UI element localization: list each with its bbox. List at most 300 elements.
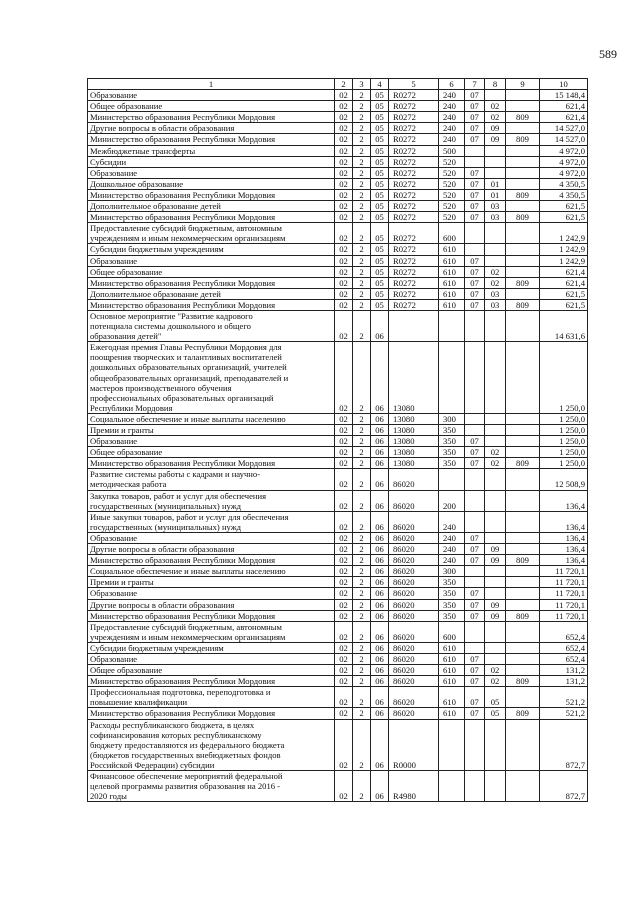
table-row	[88, 599, 588, 610]
row-name-cell: Образование	[88, 532, 335, 543]
code-subprogram-cell: 2	[353, 621, 371, 642]
target-article-cell: 86020	[389, 642, 439, 653]
ministry-code-cell	[506, 599, 540, 610]
target-article-cell: 86020	[389, 610, 439, 621]
target-article-cell: R0272	[389, 201, 439, 212]
code-subprogram-cell: 2	[353, 178, 371, 189]
row-name-cell: Министерство образования Республики Мордовия	[88, 112, 335, 123]
code-subprogram-cell: 2	[353, 123, 371, 134]
code-subprogram-cell: 2	[353, 288, 371, 299]
table-row	[88, 310, 588, 341]
expense-type-cell: 350	[439, 599, 465, 610]
code-program-cell: 02	[335, 223, 353, 244]
table-row	[88, 413, 588, 424]
subsection-cell: 09	[485, 599, 506, 610]
target-article-cell: R0272	[389, 255, 439, 266]
column-header: 3	[353, 79, 371, 90]
amount-cell: 4 350,5	[540, 189, 588, 200]
code-event-cell: 06	[371, 447, 389, 458]
amount-cell: 652,4	[540, 642, 588, 653]
code-subprogram-cell: 2	[353, 145, 371, 156]
ministry-code-cell: 809	[506, 458, 540, 469]
code-event-cell: 06	[371, 771, 389, 802]
code-program-cell: 02	[335, 244, 353, 255]
row-name-cell: Министерство образования Республики Мордовия	[88, 555, 335, 566]
code-program-cell: 02	[335, 156, 353, 167]
subsection-cell: 03	[485, 299, 506, 310]
subsection-cell	[485, 310, 506, 341]
code-subprogram-cell: 2	[353, 577, 371, 588]
column-header: 2	[335, 79, 353, 90]
amount-cell: 4 350,5	[540, 178, 588, 189]
code-program-cell: 02	[335, 687, 353, 708]
amount-cell: 1 250,0	[540, 342, 588, 414]
table-row	[88, 447, 588, 458]
subsection-cell	[485, 511, 506, 532]
ministry-code-cell	[506, 425, 540, 436]
table-row	[88, 577, 588, 588]
subsection-cell	[485, 436, 506, 447]
code-event-cell: 05	[371, 134, 389, 145]
amount-cell: 652,4	[540, 621, 588, 642]
subsection-cell	[485, 223, 506, 244]
table-row	[88, 244, 588, 255]
code-program-cell: 02	[335, 458, 353, 469]
row-name-cell: Дополнительное образование детей	[88, 201, 335, 212]
subsection-cell: 05	[485, 687, 506, 708]
table-row	[88, 425, 588, 436]
section-cell: 07	[465, 687, 485, 708]
code-program-cell: 02	[335, 610, 353, 621]
code-event-cell: 06	[371, 555, 389, 566]
code-subprogram-cell: 2	[353, 112, 371, 123]
code-program-cell: 02	[335, 134, 353, 145]
subsection-cell: 09	[485, 555, 506, 566]
code-event-cell: 05	[371, 288, 389, 299]
code-program-cell: 02	[335, 189, 353, 200]
code-subprogram-cell: 2	[353, 342, 371, 414]
code-program-cell: 02	[335, 310, 353, 341]
subsection-cell: 02	[485, 447, 506, 458]
code-program-cell: 02	[335, 266, 353, 277]
target-article-cell: 86020	[389, 511, 439, 532]
target-article-cell: 86020	[389, 676, 439, 687]
section-cell	[465, 310, 485, 341]
expense-type-cell: 300	[439, 413, 465, 424]
column-header: 1	[88, 79, 335, 90]
row-name-cell: Социальное обеспечение и иные выплаты населению	[88, 566, 335, 577]
code-subprogram-cell: 2	[353, 90, 371, 101]
target-article-cell: 86020	[389, 544, 439, 555]
target-article-cell: 86020	[389, 599, 439, 610]
target-article-cell: R0272	[389, 145, 439, 156]
ministry-code-cell	[506, 447, 540, 458]
target-article-cell: 13080	[389, 342, 439, 414]
subsection-cell: 01	[485, 189, 506, 200]
row-name-cell: Министерство образования Республики Мордовия	[88, 189, 335, 200]
expense-type-cell: 610	[439, 255, 465, 266]
section-cell: 07	[465, 90, 485, 101]
ministry-code-cell: 809	[506, 277, 540, 288]
section-cell	[465, 621, 485, 642]
section-cell	[465, 469, 485, 490]
code-subprogram-cell: 2	[353, 266, 371, 277]
table-row	[88, 112, 588, 123]
ministry-code-cell	[506, 511, 540, 532]
code-subprogram-cell: 2	[353, 223, 371, 244]
subsection-cell	[485, 425, 506, 436]
expense-type-cell: 240	[439, 123, 465, 134]
table-row	[88, 511, 588, 532]
expense-type-cell: 350	[439, 447, 465, 458]
expense-type-cell: 240	[439, 134, 465, 145]
amount-cell: 621,5	[540, 299, 588, 310]
section-cell: 07	[465, 555, 485, 566]
expense-type-cell: 610	[439, 676, 465, 687]
code-subprogram-cell: 2	[353, 134, 371, 145]
amount-cell: 14 527,0	[540, 134, 588, 145]
section-cell: 07	[465, 708, 485, 719]
table-row	[88, 676, 588, 687]
table-row	[88, 223, 588, 244]
code-event-cell: 06	[371, 469, 389, 490]
code-program-cell: 02	[335, 771, 353, 802]
ministry-code-cell	[506, 687, 540, 708]
ministry-code-cell	[506, 255, 540, 266]
target-article-cell: R0272	[389, 112, 439, 123]
expense-type-cell: 350	[439, 610, 465, 621]
table-row	[88, 212, 588, 223]
amount-cell: 1 242,9	[540, 244, 588, 255]
row-name-cell: Министерство образования Республики Мордовия	[88, 134, 335, 145]
table-row	[88, 178, 588, 189]
amount-cell: 1 250,0	[540, 447, 588, 458]
subsection-cell	[485, 156, 506, 167]
target-article-cell: 86020	[389, 665, 439, 676]
row-name-cell: Закупка товаров, работ и услуг для обеспечения государственных (муниципальных) нужд	[88, 490, 335, 511]
expense-type-cell: 350	[439, 588, 465, 599]
code-subprogram-cell: 2	[353, 299, 371, 310]
amount-cell: 11 720,1	[540, 610, 588, 621]
row-name-cell: Министерство образования Республики Мордовия	[88, 610, 335, 621]
target-article-cell: 86020	[389, 708, 439, 719]
subsection-cell	[485, 653, 506, 664]
expense-type-cell: 240	[439, 511, 465, 532]
expense-type-cell: 350	[439, 458, 465, 469]
subsection-cell: 01	[485, 178, 506, 189]
ministry-code-cell	[506, 719, 540, 770]
subsection-cell	[485, 566, 506, 577]
expense-type-cell: 600	[439, 223, 465, 244]
amount-cell: 621,4	[540, 101, 588, 112]
ministry-code-cell	[506, 577, 540, 588]
target-article-cell: R0272	[389, 189, 439, 200]
code-subprogram-cell: 2	[353, 156, 371, 167]
ministry-code-cell	[506, 342, 540, 414]
code-subprogram-cell: 2	[353, 458, 371, 469]
code-event-cell: 06	[371, 566, 389, 577]
ministry-code-cell	[506, 178, 540, 189]
table-row	[88, 201, 588, 212]
code-subprogram-cell: 2	[353, 469, 371, 490]
expense-type-cell: 520	[439, 212, 465, 223]
ministry-code-cell	[506, 469, 540, 490]
section-cell: 07	[465, 665, 485, 676]
subsection-cell: 05	[485, 708, 506, 719]
table-row	[88, 134, 588, 145]
target-article-cell: R0272	[389, 288, 439, 299]
ministry-code-cell: 809	[506, 212, 540, 223]
code-event-cell: 05	[371, 112, 389, 123]
table-header-row	[88, 79, 588, 90]
ministry-code-cell: 809	[506, 610, 540, 621]
code-event-cell: 06	[371, 653, 389, 664]
expense-type-cell: 240	[439, 112, 465, 123]
code-program-cell: 02	[335, 665, 353, 676]
code-program-cell: 02	[335, 544, 353, 555]
code-event-cell: 05	[371, 244, 389, 255]
row-name-cell: Другие вопросы в области образования	[88, 544, 335, 555]
code-program-cell: 02	[335, 719, 353, 770]
row-name-cell: Другие вопросы в области образования	[88, 123, 335, 134]
code-subprogram-cell: 2	[353, 676, 371, 687]
code-subprogram-cell: 2	[353, 447, 371, 458]
target-article-cell: R0272	[389, 134, 439, 145]
expense-type-cell: 500	[439, 145, 465, 156]
code-program-cell: 02	[335, 413, 353, 424]
amount-cell: 15 148,4	[540, 90, 588, 101]
code-event-cell: 06	[371, 665, 389, 676]
code-event-cell: 05	[371, 90, 389, 101]
target-article-cell: 13080	[389, 425, 439, 436]
expense-type-cell: 610	[439, 288, 465, 299]
subsection-cell: 02	[485, 101, 506, 112]
code-program-cell: 02	[335, 490, 353, 511]
row-name-cell: Социальное обеспечение и иные выплаты населению	[88, 413, 335, 424]
section-cell: 07	[465, 458, 485, 469]
code-subprogram-cell: 2	[353, 687, 371, 708]
target-article-cell: 86020	[389, 532, 439, 543]
code-program-cell: 02	[335, 588, 353, 599]
section-cell: 07	[465, 201, 485, 212]
section-cell: 07	[465, 532, 485, 543]
section-cell: 07	[465, 599, 485, 610]
ministry-code-cell	[506, 532, 540, 543]
target-article-cell: R0272	[389, 244, 439, 255]
row-name-cell: Министерство образования Республики Мордовия	[88, 676, 335, 687]
subsection-cell	[485, 342, 506, 414]
row-name-cell: Общее образование	[88, 665, 335, 676]
ministry-code-cell	[506, 167, 540, 178]
code-program-cell: 02	[335, 201, 353, 212]
column-header: 10	[540, 79, 588, 90]
table-row	[88, 299, 588, 310]
code-subprogram-cell: 2	[353, 277, 371, 288]
amount-cell: 872,7	[540, 771, 588, 802]
expense-type-cell: 350	[439, 436, 465, 447]
code-event-cell: 06	[371, 621, 389, 642]
row-name-cell: Иные закупки товаров, работ и услуг для обеспечения государственных (муниципальных) нужд	[88, 511, 335, 532]
table-row	[88, 458, 588, 469]
budget-table	[87, 78, 588, 802]
ministry-code-cell	[506, 123, 540, 134]
amount-cell: 136,4	[540, 544, 588, 555]
code-event-cell: 06	[371, 413, 389, 424]
row-name-cell: Финансовое обеспечение мероприятий федеральной целевой программы развития образования на 2016 - 2020 годы	[88, 771, 335, 802]
table-row	[88, 436, 588, 447]
target-article-cell: R0272	[389, 90, 439, 101]
code-program-cell: 02	[335, 167, 353, 178]
section-cell: 07	[465, 255, 485, 266]
row-name-cell: Межбюджетные трансферты	[88, 145, 335, 156]
column-header: 4	[371, 79, 389, 90]
ministry-code-cell	[506, 201, 540, 212]
code-subprogram-cell: 2	[353, 244, 371, 255]
expense-type-cell	[439, 310, 465, 341]
row-name-cell: Министерство образования Республики Мордовия	[88, 277, 335, 288]
ministry-code-cell: 809	[506, 299, 540, 310]
code-event-cell: 05	[371, 167, 389, 178]
section-cell: 07	[465, 653, 485, 664]
code-subprogram-cell: 2	[353, 511, 371, 532]
target-article-cell: 86020	[389, 555, 439, 566]
code-program-cell: 02	[335, 555, 353, 566]
code-event-cell: 06	[371, 687, 389, 708]
code-subprogram-cell: 2	[353, 201, 371, 212]
section-cell: 07	[465, 178, 485, 189]
ministry-code-cell	[506, 544, 540, 555]
target-article-cell: 86020	[389, 566, 439, 577]
code-subprogram-cell: 2	[353, 425, 371, 436]
amount-cell: 136,4	[540, 532, 588, 543]
section-cell: 07	[465, 588, 485, 599]
subsection-cell	[485, 145, 506, 156]
subsection-cell	[485, 90, 506, 101]
row-name-cell: Образование	[88, 653, 335, 664]
target-article-cell: R0000	[389, 719, 439, 770]
section-cell: 07	[465, 112, 485, 123]
code-subprogram-cell: 2	[353, 189, 371, 200]
code-program-cell: 02	[335, 178, 353, 189]
row-name-cell: Образование	[88, 255, 335, 266]
code-program-cell: 02	[335, 145, 353, 156]
code-program-cell: 02	[335, 342, 353, 414]
row-name-cell: Министерство образования Республики Мордовия	[88, 458, 335, 469]
expense-type-cell	[439, 771, 465, 802]
target-article-cell: R0272	[389, 156, 439, 167]
table-row	[88, 555, 588, 566]
subsection-cell	[485, 642, 506, 653]
subsection-cell: 03	[485, 288, 506, 299]
amount-cell: 4 972,0	[540, 156, 588, 167]
section-cell: 07	[465, 123, 485, 134]
target-article-cell: R0272	[389, 123, 439, 134]
expense-type-cell: 520	[439, 167, 465, 178]
row-name-cell: Общее образование	[88, 101, 335, 112]
code-event-cell: 06	[371, 610, 389, 621]
target-article-cell: 86020	[389, 621, 439, 642]
expense-type-cell: 520	[439, 201, 465, 212]
amount-cell: 1 250,0	[540, 436, 588, 447]
code-event-cell: 06	[371, 642, 389, 653]
code-subprogram-cell: 2	[353, 653, 371, 664]
subsection-cell	[485, 167, 506, 178]
section-cell: 07	[465, 436, 485, 447]
ministry-code-cell	[506, 288, 540, 299]
section-cell	[465, 511, 485, 532]
section-cell: 07	[465, 277, 485, 288]
code-subprogram-cell: 2	[353, 255, 371, 266]
ministry-code-cell: 809	[506, 555, 540, 566]
expense-type-cell: 610	[439, 266, 465, 277]
table-row	[88, 621, 588, 642]
row-name-cell: Предоставление субсидий бюджетным, автономным учреждениям и иным некоммерческим организациям	[88, 621, 335, 642]
amount-cell: 14 631,6	[540, 310, 588, 341]
ministry-code-cell	[506, 156, 540, 167]
target-article-cell: 86020	[389, 577, 439, 588]
column-header: 7	[465, 79, 485, 90]
code-subprogram-cell: 2	[353, 167, 371, 178]
subsection-cell: 02	[485, 676, 506, 687]
code-event-cell: 06	[371, 342, 389, 414]
table-body	[88, 90, 588, 802]
code-event-cell: 06	[371, 532, 389, 543]
code-event-cell: 06	[371, 544, 389, 555]
amount-cell: 1 250,0	[540, 458, 588, 469]
table-row	[88, 145, 588, 156]
amount-cell: 14 527,0	[540, 123, 588, 134]
row-name-cell: Общее образование	[88, 266, 335, 277]
expense-type-cell: 520	[439, 189, 465, 200]
code-subprogram-cell: 2	[353, 532, 371, 543]
target-article-cell: R0272	[389, 266, 439, 277]
row-name-cell: Министерство образования Республики Мордовия	[88, 708, 335, 719]
row-name-cell: Субсидии	[88, 156, 335, 167]
ministry-code-cell	[506, 490, 540, 511]
row-name-cell: Образование	[88, 167, 335, 178]
code-subprogram-cell: 2	[353, 555, 371, 566]
table-row	[88, 708, 588, 719]
row-name-cell: Развитие системы работы с кадрами и научно- методическая работа	[88, 469, 335, 490]
ministry-code-cell	[506, 244, 540, 255]
table-row	[88, 255, 588, 266]
section-cell	[465, 156, 485, 167]
table-row	[88, 653, 588, 664]
table-row	[88, 490, 588, 511]
ministry-code-cell	[506, 665, 540, 676]
expense-type-cell	[439, 719, 465, 770]
table-row	[88, 342, 588, 414]
target-article-cell: R0272	[389, 223, 439, 244]
ministry-code-cell	[506, 436, 540, 447]
code-subprogram-cell: 2	[353, 599, 371, 610]
code-event-cell: 06	[371, 458, 389, 469]
code-program-cell: 02	[335, 469, 353, 490]
code-subprogram-cell: 2	[353, 490, 371, 511]
amount-cell: 11 720,1	[540, 588, 588, 599]
section-cell: 07	[465, 189, 485, 200]
code-subprogram-cell: 2	[353, 101, 371, 112]
code-event-cell: 05	[371, 299, 389, 310]
ministry-code-cell	[506, 413, 540, 424]
row-name-cell: Предоставление субсидий бюджетным, автономным учреждениям и иным некоммерческим организациям	[88, 223, 335, 244]
subsection-cell: 03	[485, 201, 506, 212]
subsection-cell: 02	[485, 665, 506, 676]
row-name-cell: Дошкольное образование	[88, 178, 335, 189]
code-event-cell: 05	[371, 145, 389, 156]
section-cell	[465, 244, 485, 255]
target-article-cell: 13080	[389, 447, 439, 458]
